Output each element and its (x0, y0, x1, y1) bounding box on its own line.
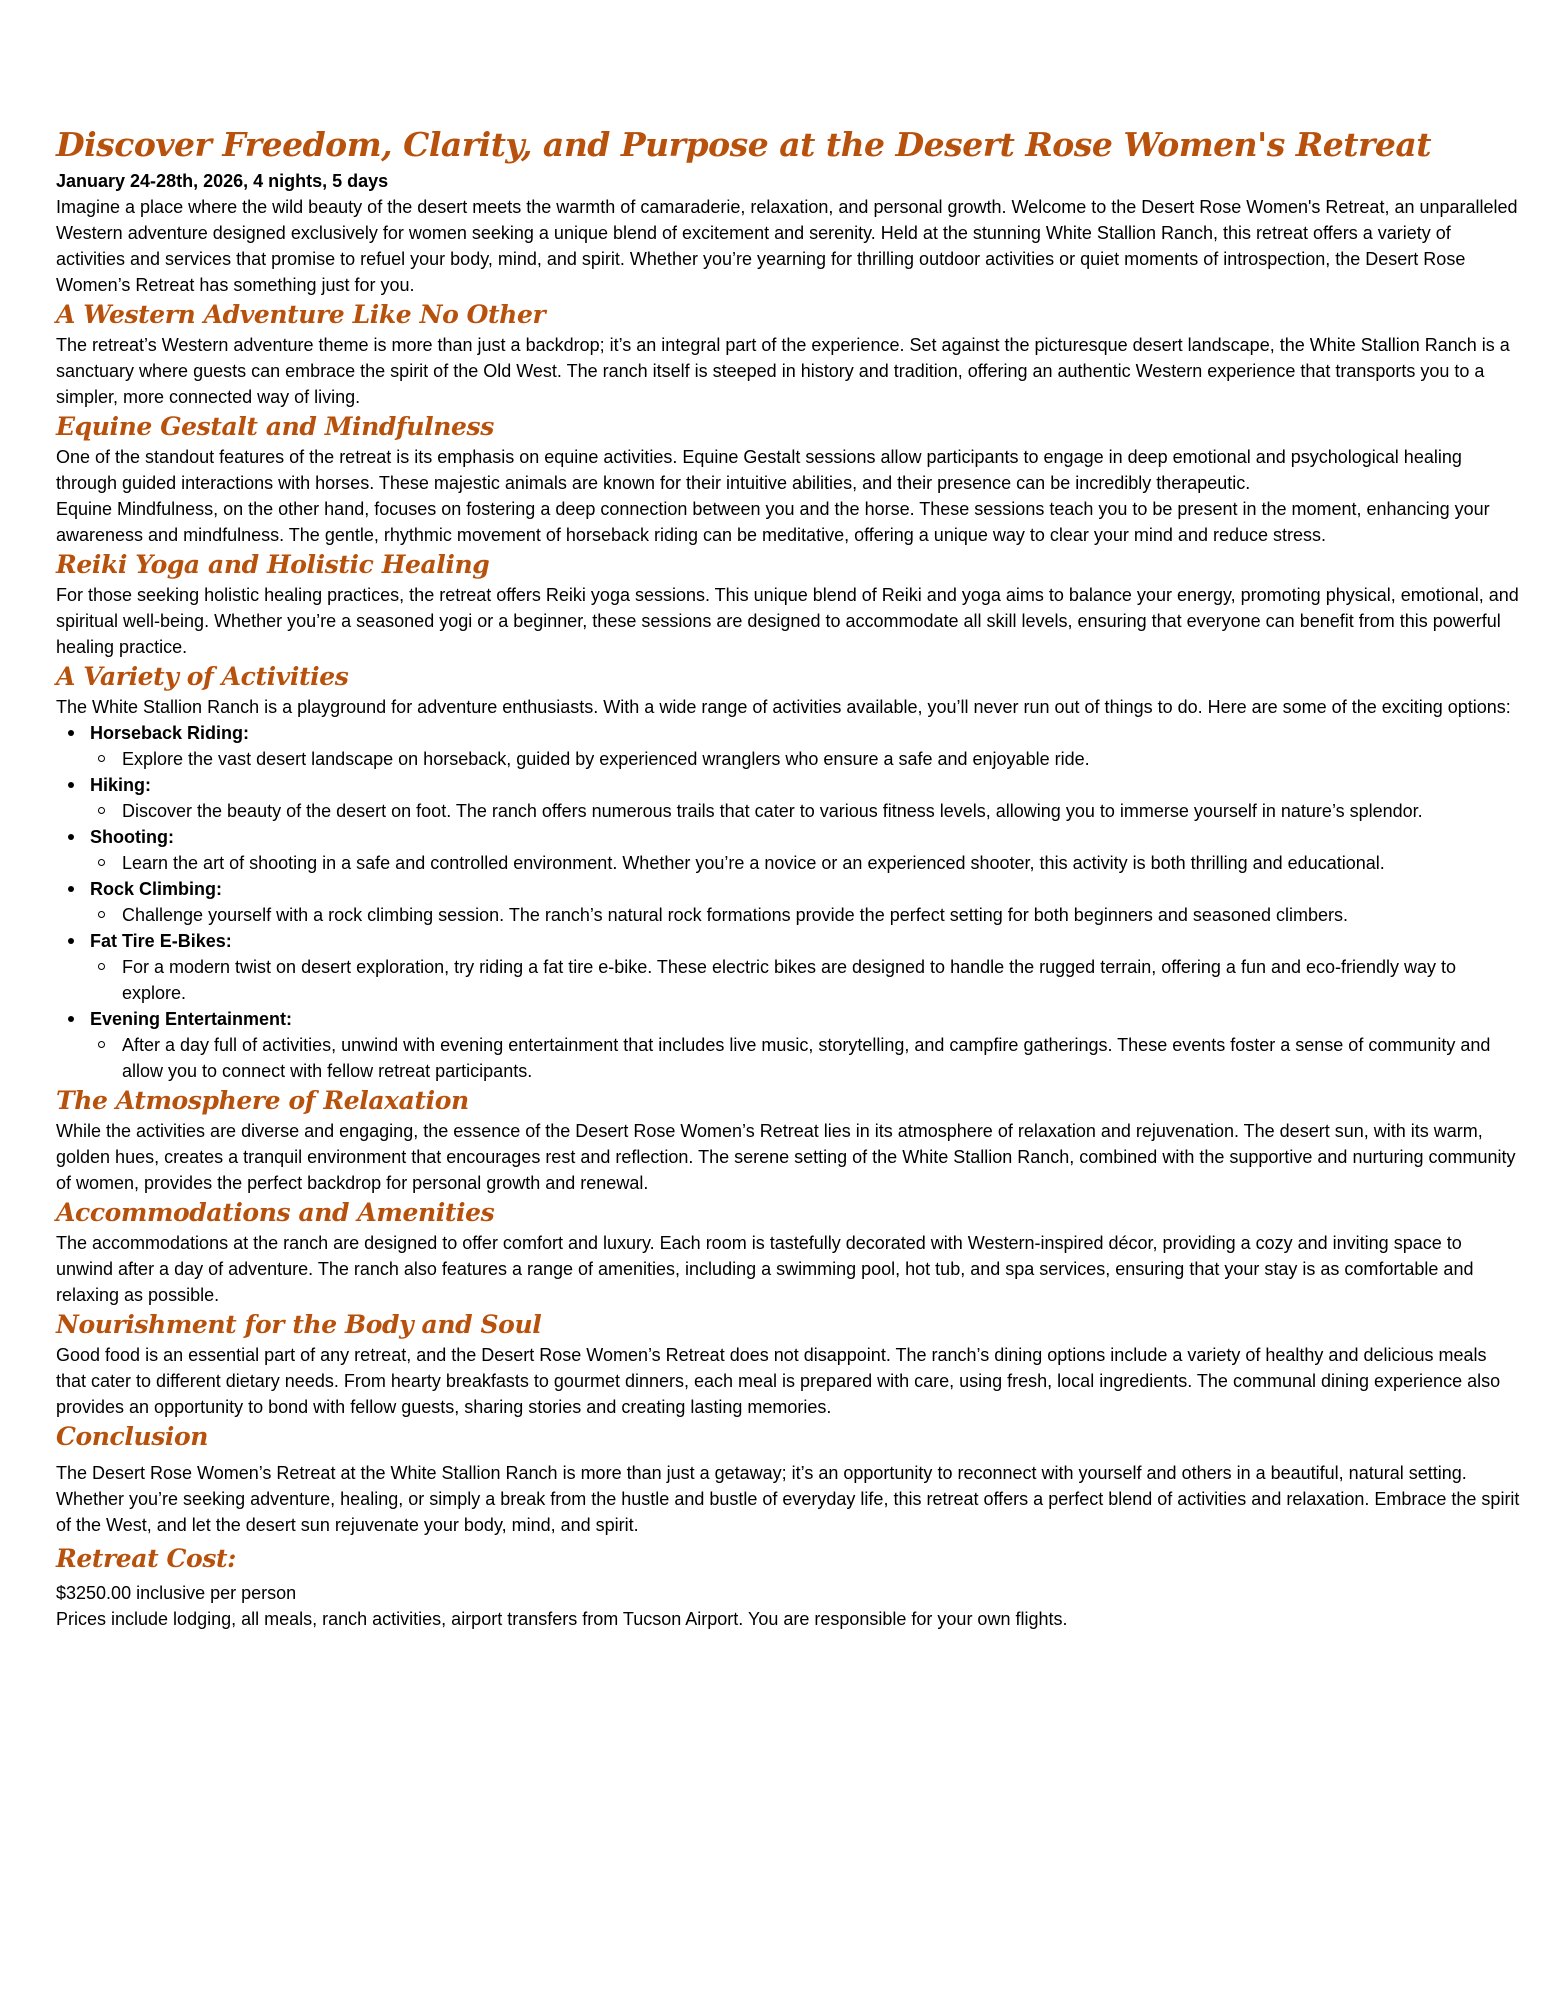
list-item (56, 720, 1521, 772)
reiki-paragraph: For those seeking holistic healing practices, the retreat offers Reiki yoga sessions. This unique blend of Reiki and yoga aims to balance your energy, promoting physical, emotional, and spiritual well-being. Whether you’re a seasoned yogi or a beginner, these sessions are designed to accommodate all skill levels, ensuring that everyone can benefit from this powerful healing practice. (56, 585, 1519, 657)
activity-description-text: After a day full of activities, unwind with evening entertainment that includes live music, storytelling, and campfire gatherings. These events foster a sense of community and allow you to connect with fellow retreat participants. (122, 1035, 1491, 1081)
activity-description (56, 954, 1521, 1006)
conclusion-heading: Conclusion (56, 1422, 209, 1451)
bullet-circle-icon (98, 911, 105, 918)
retreat-dates: January 24-28th, 2026, 4 nights, 5 days (56, 171, 389, 191)
bullet-circle-icon (98, 859, 105, 866)
activity-description-text: Explore the vast desert landscape on horseback, guided by experienced wranglers who ensure a safe and enjoyable ride. (122, 749, 1090, 769)
bullet-disc-icon (68, 1016, 74, 1022)
cost-price: $3250.00 inclusive per person (56, 1583, 297, 1603)
reiki-heading: Reiki Yoga and Holistic Healing (56, 550, 490, 579)
activity-description (56, 850, 1521, 876)
activity-name: Rock Climbing: (90, 879, 223, 899)
western-paragraph: The retreat’s Western adventure theme is more than just a backdrop; it’s an integral part of the experience. Set against the picturesque desert landscape, the White Stallion Ranch is a sanctuary where guests can embrace the spirit of the Old West. The ranch itself is steeped in history and tradition, offering an authentic Western experience that transports you to a simpler, more connected way of living. (56, 335, 1510, 407)
bullet-disc-icon (68, 730, 74, 736)
equine-heading: Equine Gestalt and Mindfulness (56, 412, 494, 441)
activity-description-text: For a modern twist on desert exploration, try riding a fat tire e-bike. These electric bikes are designed to handle the rugged terrain, offering a fun and eco-friendly way to explore. (122, 957, 1457, 1003)
bullet-circle-icon (98, 807, 105, 814)
equine-paragraph-1: One of the standout features of the retreat is its emphasis on equine activities. Equine Gestalt sessions allow participants to engage in deep emotional and psychological healing through guided interactions with horses. These majestic animals are known for their intuitive abilities, and their presence can be incredibly therapeutic. (56, 447, 1462, 493)
list-item (56, 772, 1521, 824)
list-item (56, 824, 1521, 876)
nourishment-heading: Nourishment for the Body and Soul (56, 1310, 542, 1339)
cost-heading: Retreat Cost: (56, 1544, 236, 1573)
page-title: Discover Freedom, Clarity, and Purpose at the Desert Rose Women's Retreat (56, 125, 1431, 164)
accommodations-paragraph: The accommodations at the ranch are designed to offer comfort and luxury. Each room is tastefully decorated with Western-inspired décor, providing a cozy and inviting space to unwind after a day of adventure. The ranch also features a range of amenities, including a swimming pool, hot tub, and spa services, ensuring that your stay is as comfortable and relaxing as possible. (56, 1233, 1474, 1305)
list-item (56, 928, 1521, 1006)
activity-description (56, 902, 1521, 928)
equine-paragraph-2: Equine Mindfulness, on the other hand, focuses on fostering a deep connection between you and the horse. These sessions teach you to be present in the moment, enhancing your awareness and mindfulness. The gentle, rhythmic movement of horseback riding can be meditative, offering a unique way to clear your mind and reduce stress. (56, 499, 1490, 545)
activities-intro: The White Stallion Ranch is a playground for adventure enthusiasts. With a wide range of activities available, you’ll never run out of things to do. Here are some of the exciting options: (56, 697, 1511, 717)
activity-description (56, 746, 1521, 772)
atmosphere-heading: The Atmosphere of Relaxation (56, 1086, 469, 1115)
activity-description (56, 798, 1521, 824)
activity-name: Hiking: (90, 775, 151, 795)
bullet-circle-icon (98, 963, 105, 970)
intro-paragraph: Imagine a place where the wild beauty of the desert meets the warmth of camaraderie, relaxation, and personal growth. Welcome to the Desert Rose Women's Retreat, an unparalleled Western adventure designed exclusively for women seeking a unique blend of excitement and serenity. Held at the stunning White Stallion Ranch, this retreat offers a variety of activities and services that promise to refuel your body, mind, and spirit. Whether you’re yearning for thrilling outdoor activities or quiet moments of introspection, the Desert Rose Women’s Retreat has something just for you. (56, 197, 1518, 295)
atmosphere-paragraph: While the activities are diverse and engaging, the essence of the Desert Rose Women’s Retreat lies in its atmosphere of relaxation and rejuvenation. The desert sun, with its warm, golden hues, creates a tranquil environment that encourages rest and reflection. The serene setting of the White Stallion Ranch, combined with the supportive and nurturing community of women, provides the perfect backdrop for personal growth and renewal. (56, 1121, 1516, 1193)
bullet-disc-icon (68, 886, 74, 892)
activity-description-text: Challenge yourself with a rock climbing session. The ranch’s natural rock formations provide the perfect setting for both beginners and seasoned climbers. (122, 905, 1348, 925)
western-heading: A Western Adventure Like No Other (56, 300, 546, 329)
activity-name: Horseback Riding: (90, 723, 250, 743)
accommodations-heading: Accommodations and Amenities (56, 1198, 495, 1227)
activity-name: Evening Entertainment: (90, 1009, 293, 1029)
activities-heading: A Variety of Activities (56, 662, 349, 691)
list-item (56, 1006, 1521, 1084)
nourishment-paragraph: Good food is an essential part of any retreat, and the Desert Rose Women’s Retreat does not disappoint. The ranch’s dining options include a variety of healthy and delicious meals that cater to different dietary needs. From hearty breakfasts to gourmet dinners, each meal is prepared with care, using fresh, local ingredients. The communal dining experience also provides an opportunity to bond with fellow guests, sharing stories and creating lasting memories. (56, 1345, 1501, 1417)
activity-description-text: Learn the art of shooting in a safe and controlled environment. Whether you’re a novice or an experienced shooter, this activity is both thrilling and educational. (122, 853, 1385, 873)
activities-list (56, 720, 1521, 1084)
retreat-document (56, 122, 1521, 1632)
activity-name: Fat Tire E-Bikes: (90, 931, 232, 951)
bullet-circle-icon (98, 1041, 105, 1048)
list-item (56, 876, 1521, 928)
bullet-circle-icon (98, 755, 105, 762)
activity-name: Shooting: (90, 827, 174, 847)
bullet-disc-icon (68, 834, 74, 840)
bullet-disc-icon (68, 938, 74, 944)
conclusion-paragraph: The Desert Rose Women’s Retreat at the White Stallion Ranch is more than just a getaway; it’s an opportunity to reconnect with yourself and others in a beautiful, natural setting. Whether you’re seeking adventure, healing, or simply a break from the hustle and bustle of everyday life, this retreat offers a perfect blend of activities and relaxation. Embrace the spirit of the West, and let the desert sun rejuvenate your body, mind, and spirit. (56, 1463, 1520, 1535)
activity-description (56, 1032, 1521, 1084)
activity-description-text: Discover the beauty of the desert on foot. The ranch offers numerous trails that cater to various fitness levels, allowing you to immerse yourself in nature’s splendor. (122, 801, 1423, 821)
cost-note: Prices include lodging, all meals, ranch activities, airport transfers from Tucson Airport. You are responsible for your own flights. (56, 1609, 1068, 1629)
bullet-disc-icon (68, 782, 74, 788)
